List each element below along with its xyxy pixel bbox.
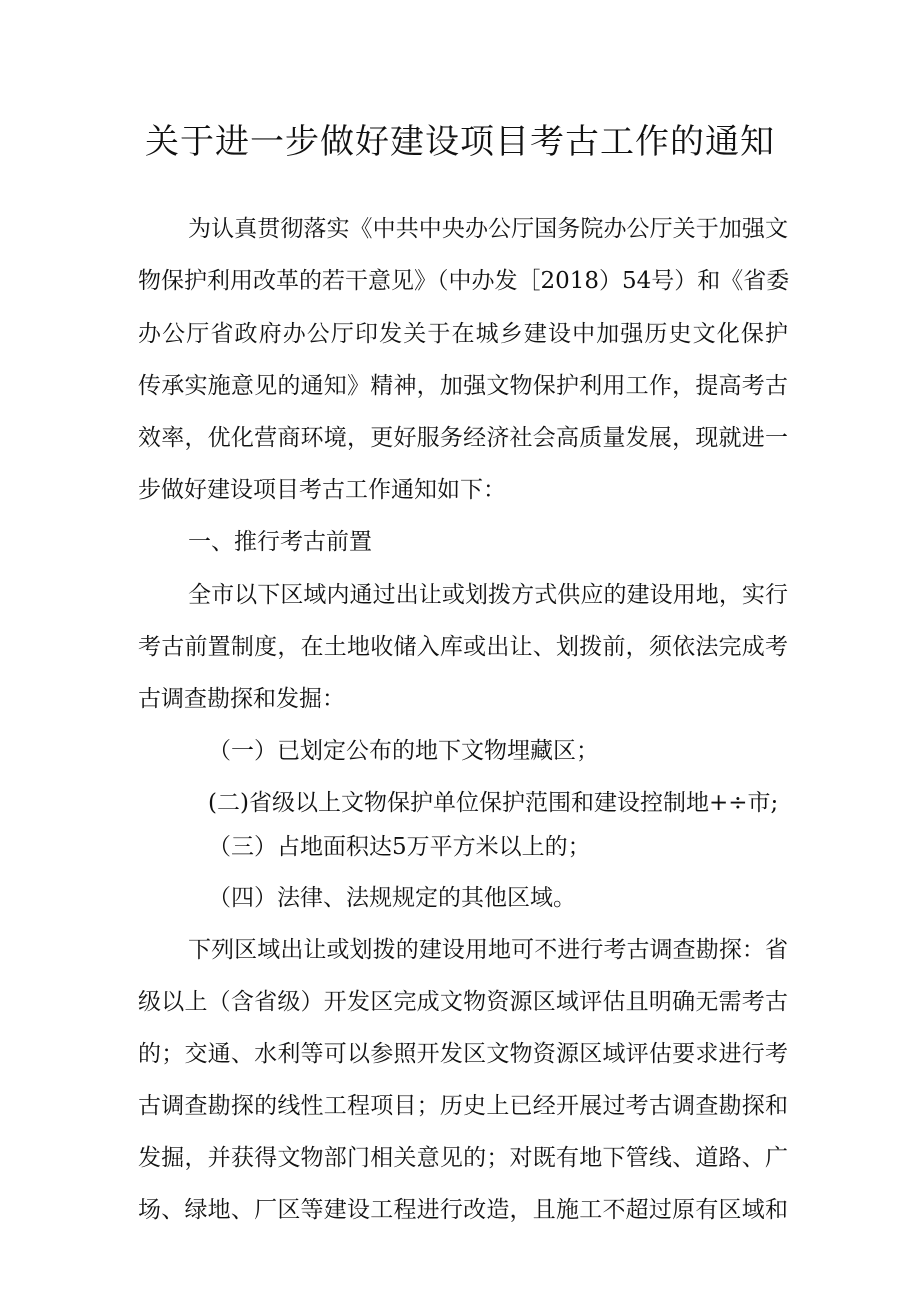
paragraph-line: 全市以下区域内通过出让或划拨方式供应的建设用地，实行 [188, 582, 788, 608]
paragraph-line: 的；交通、水利等可以参照开发区文物资源区域评估要求进行考 [138, 1041, 788, 1067]
paragraph-line: 为认真贯彻落实《中共中央办公厅国务院办公厅关于加强文 [188, 216, 788, 242]
document-title: 关于进一步做好建设项目考古工作的通知 [145, 122, 775, 162]
paragraph-line: 考古前置制度，在土地收储入库或出让、划拨前，须依法完成考 [138, 634, 788, 660]
list-item: （一）已划定公布的地下文物埋藏区； [208, 738, 599, 764]
paragraph-line: 步做好建设项目考古工作通知如下： [138, 477, 506, 503]
list-item: （四）法律、法规规定的其他区域。 [208, 885, 576, 911]
paragraph-line: 办公厅省政府办公厅印发关于在城乡建设中加强历史文化保护 [138, 321, 788, 347]
paragraph-line: 效率，优化营商环境，更好服务经济社会高质量发展，现就进一 [138, 425, 788, 451]
paragraph-line: 下列区域出让或划拨的建设用地可不进行考古调查勘探：省 [188, 937, 788, 963]
paragraph-line: 传承实施意见的通知》精神，加强文物保护利用工作，提高考古 [138, 373, 788, 399]
paragraph-line: 古调查勘探和发掘： [138, 686, 345, 712]
paragraph-line: 古调查勘探的线性工程项目；历史上已经开展过考古调查勘探和 [138, 1093, 788, 1119]
paragraph-line: 场、绿地、厂区等建设工程进行改造，且施工不超过原有区域和 [138, 1197, 788, 1223]
paragraph-line: 发掘，并获得文物部门相关意见的；对既有地下管线、道路、广 [138, 1145, 788, 1171]
section-heading: 一、推行考古前置 [188, 529, 372, 555]
paragraph-line: 级以上（含省级）开发区完成文物资源区域评估且明确无需考古 [138, 989, 788, 1015]
paragraph-line: 物保护利用改革的若干意见》（中办发［2018）54号）和《省委 [138, 268, 790, 294]
list-item: （三）占地面积达5万平方米以上的； [208, 834, 591, 860]
list-item: (二)省级以上文物保护单位保护范围和建设控制地+÷市; [208, 790, 779, 816]
